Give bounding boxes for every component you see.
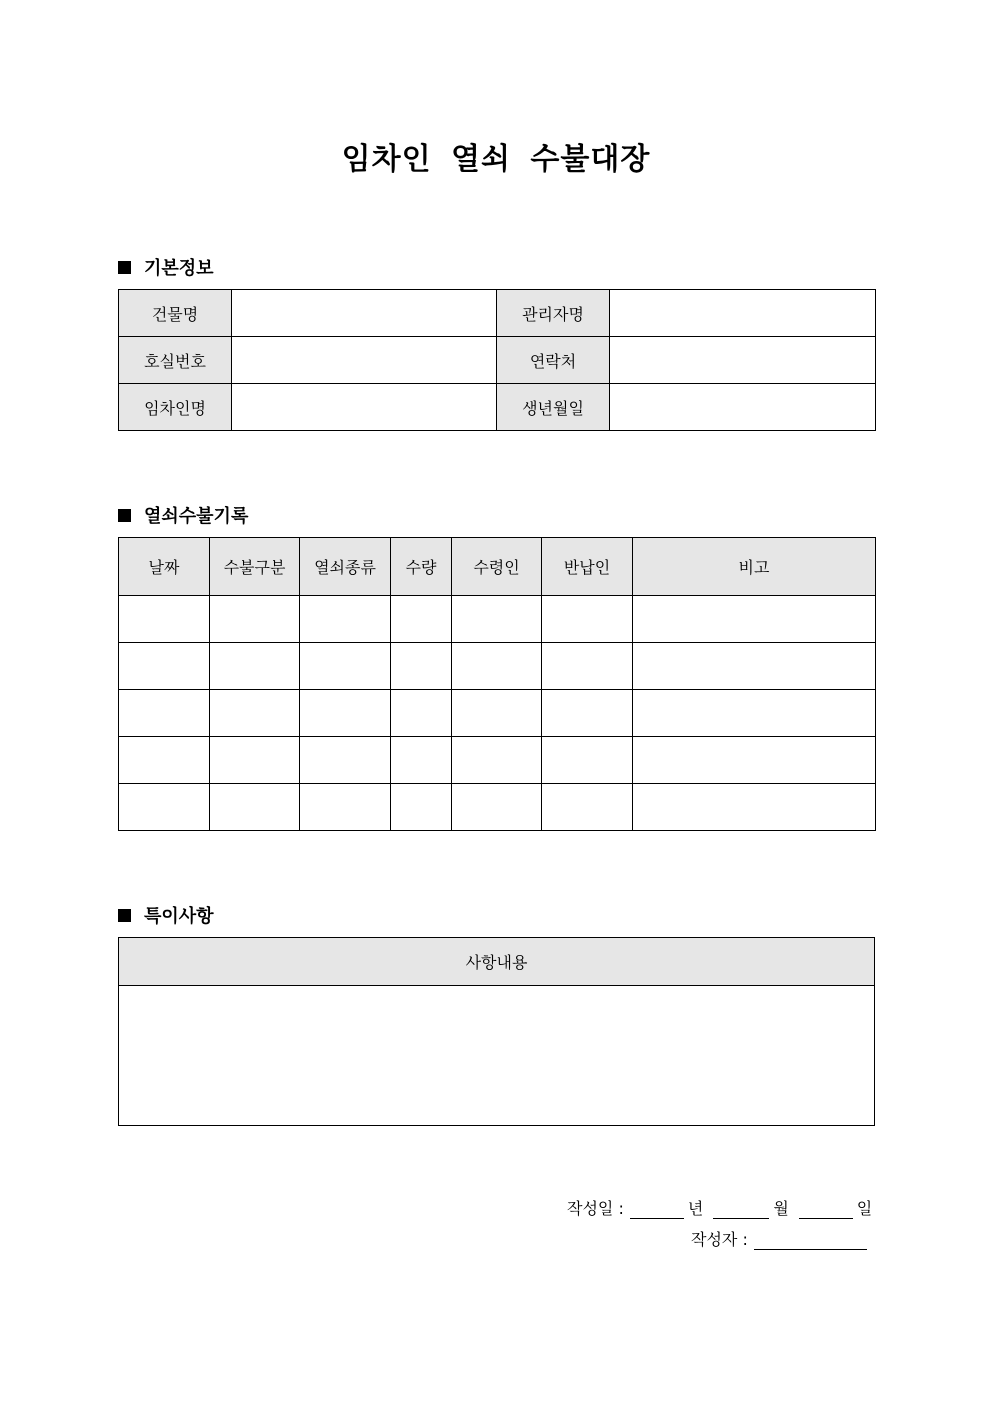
table-cell[interactable] bbox=[542, 596, 633, 643]
table-cell[interactable] bbox=[391, 737, 452, 784]
table-row bbox=[119, 643, 876, 690]
room-number-field[interactable] bbox=[232, 337, 497, 384]
table-cell[interactable] bbox=[210, 643, 300, 690]
square-bullet-icon bbox=[118, 909, 131, 922]
year-label: 년 bbox=[687, 1199, 704, 1218]
special-notes-table bbox=[118, 937, 875, 1126]
table-cell[interactable] bbox=[542, 737, 633, 784]
birthdate-label: 생년월일 bbox=[497, 384, 610, 431]
table-cell[interactable] bbox=[391, 784, 452, 831]
table-cell[interactable] bbox=[391, 690, 452, 737]
key-records-table bbox=[118, 537, 876, 831]
day-blank[interactable] bbox=[799, 1202, 853, 1219]
contact-label: 연락처 bbox=[497, 337, 610, 384]
month-label: 월 bbox=[773, 1199, 789, 1218]
building-name-label: 건물명 bbox=[119, 290, 232, 337]
column-header-quantity: 수량 bbox=[391, 538, 452, 596]
table-cell[interactable] bbox=[300, 643, 391, 690]
manager-name-label: 관리자명 bbox=[497, 290, 610, 337]
table-cell[interactable] bbox=[210, 737, 300, 784]
table-cell[interactable] bbox=[300, 596, 391, 643]
table-cell[interactable] bbox=[119, 690, 210, 737]
column-header-type: 수불구분 bbox=[210, 538, 300, 596]
table-cell[interactable] bbox=[452, 784, 542, 831]
birthdate-field[interactable] bbox=[610, 384, 876, 431]
table-cell[interactable] bbox=[542, 784, 633, 831]
table-cell[interactable] bbox=[119, 596, 210, 643]
table-cell[interactable] bbox=[633, 737, 876, 784]
section-heading-notes bbox=[118, 902, 214, 928]
table-cell[interactable] bbox=[300, 690, 391, 737]
table-row bbox=[119, 290, 876, 337]
table-cell[interactable] bbox=[300, 784, 391, 831]
column-header-date: 날짜 bbox=[119, 538, 210, 596]
author-blank[interactable] bbox=[754, 1233, 867, 1250]
square-bullet-icon bbox=[118, 261, 131, 274]
table-row bbox=[119, 737, 876, 784]
table-cell[interactable] bbox=[300, 737, 391, 784]
table-cell[interactable] bbox=[210, 690, 300, 737]
author-label: 작성자 : bbox=[691, 1230, 748, 1249]
table-row bbox=[119, 596, 876, 643]
month-blank[interactable] bbox=[713, 1202, 769, 1219]
table-cell[interactable] bbox=[119, 784, 210, 831]
section-title: 특이사항 bbox=[144, 906, 214, 927]
column-header-key-kind: 열쇠종류 bbox=[300, 538, 391, 596]
section-title: 열쇠수불기록 bbox=[144, 506, 249, 527]
table-cell[interactable] bbox=[633, 784, 876, 831]
square-bullet-icon bbox=[118, 509, 131, 522]
contact-field[interactable] bbox=[610, 337, 876, 384]
author-line bbox=[691, 1227, 867, 1250]
section-title: 기본정보 bbox=[144, 258, 214, 279]
table-cell[interactable] bbox=[633, 690, 876, 737]
table-cell[interactable] bbox=[633, 596, 876, 643]
table-row bbox=[119, 690, 876, 737]
table-cell[interactable] bbox=[452, 737, 542, 784]
section-heading-basic bbox=[118, 254, 214, 280]
basic-info-table bbox=[118, 289, 876, 431]
table-header-row bbox=[119, 538, 876, 596]
table-cell[interactable] bbox=[452, 643, 542, 690]
table-header-row bbox=[119, 938, 875, 986]
table-cell[interactable] bbox=[119, 643, 210, 690]
table-row bbox=[119, 337, 876, 384]
table-cell[interactable] bbox=[210, 596, 300, 643]
table-cell[interactable] bbox=[119, 737, 210, 784]
date-label: 작성일 : bbox=[567, 1199, 624, 1218]
section-heading-records bbox=[118, 502, 248, 528]
table-row bbox=[119, 986, 875, 1126]
notes-header: 사항내용 bbox=[119, 938, 875, 986]
table-cell[interactable] bbox=[542, 690, 633, 737]
date-line bbox=[567, 1196, 872, 1219]
table-row bbox=[119, 384, 876, 431]
building-name-field[interactable] bbox=[232, 290, 497, 337]
day-label: 일 bbox=[856, 1199, 873, 1218]
tenant-name-label: 임차인명 bbox=[119, 384, 232, 431]
table-cell[interactable] bbox=[210, 784, 300, 831]
table-cell[interactable] bbox=[452, 596, 542, 643]
notes-content-field[interactable] bbox=[119, 986, 875, 1126]
year-blank[interactable] bbox=[630, 1202, 684, 1219]
table-cell[interactable] bbox=[542, 643, 633, 690]
table-row bbox=[119, 784, 876, 831]
column-header-remarks: 비고 bbox=[633, 538, 876, 596]
tenant-name-field[interactable] bbox=[232, 384, 497, 431]
column-header-receiver: 수령인 bbox=[452, 538, 542, 596]
table-cell[interactable] bbox=[452, 690, 542, 737]
document-title: 임차인 열쇠 수불대장 bbox=[341, 142, 651, 177]
room-number-label: 호실번호 bbox=[119, 337, 232, 384]
table-cell[interactable] bbox=[633, 643, 876, 690]
table-cell[interactable] bbox=[391, 596, 452, 643]
table-cell[interactable] bbox=[391, 643, 452, 690]
column-header-returner: 반납인 bbox=[542, 538, 633, 596]
manager-name-field[interactable] bbox=[610, 290, 876, 337]
